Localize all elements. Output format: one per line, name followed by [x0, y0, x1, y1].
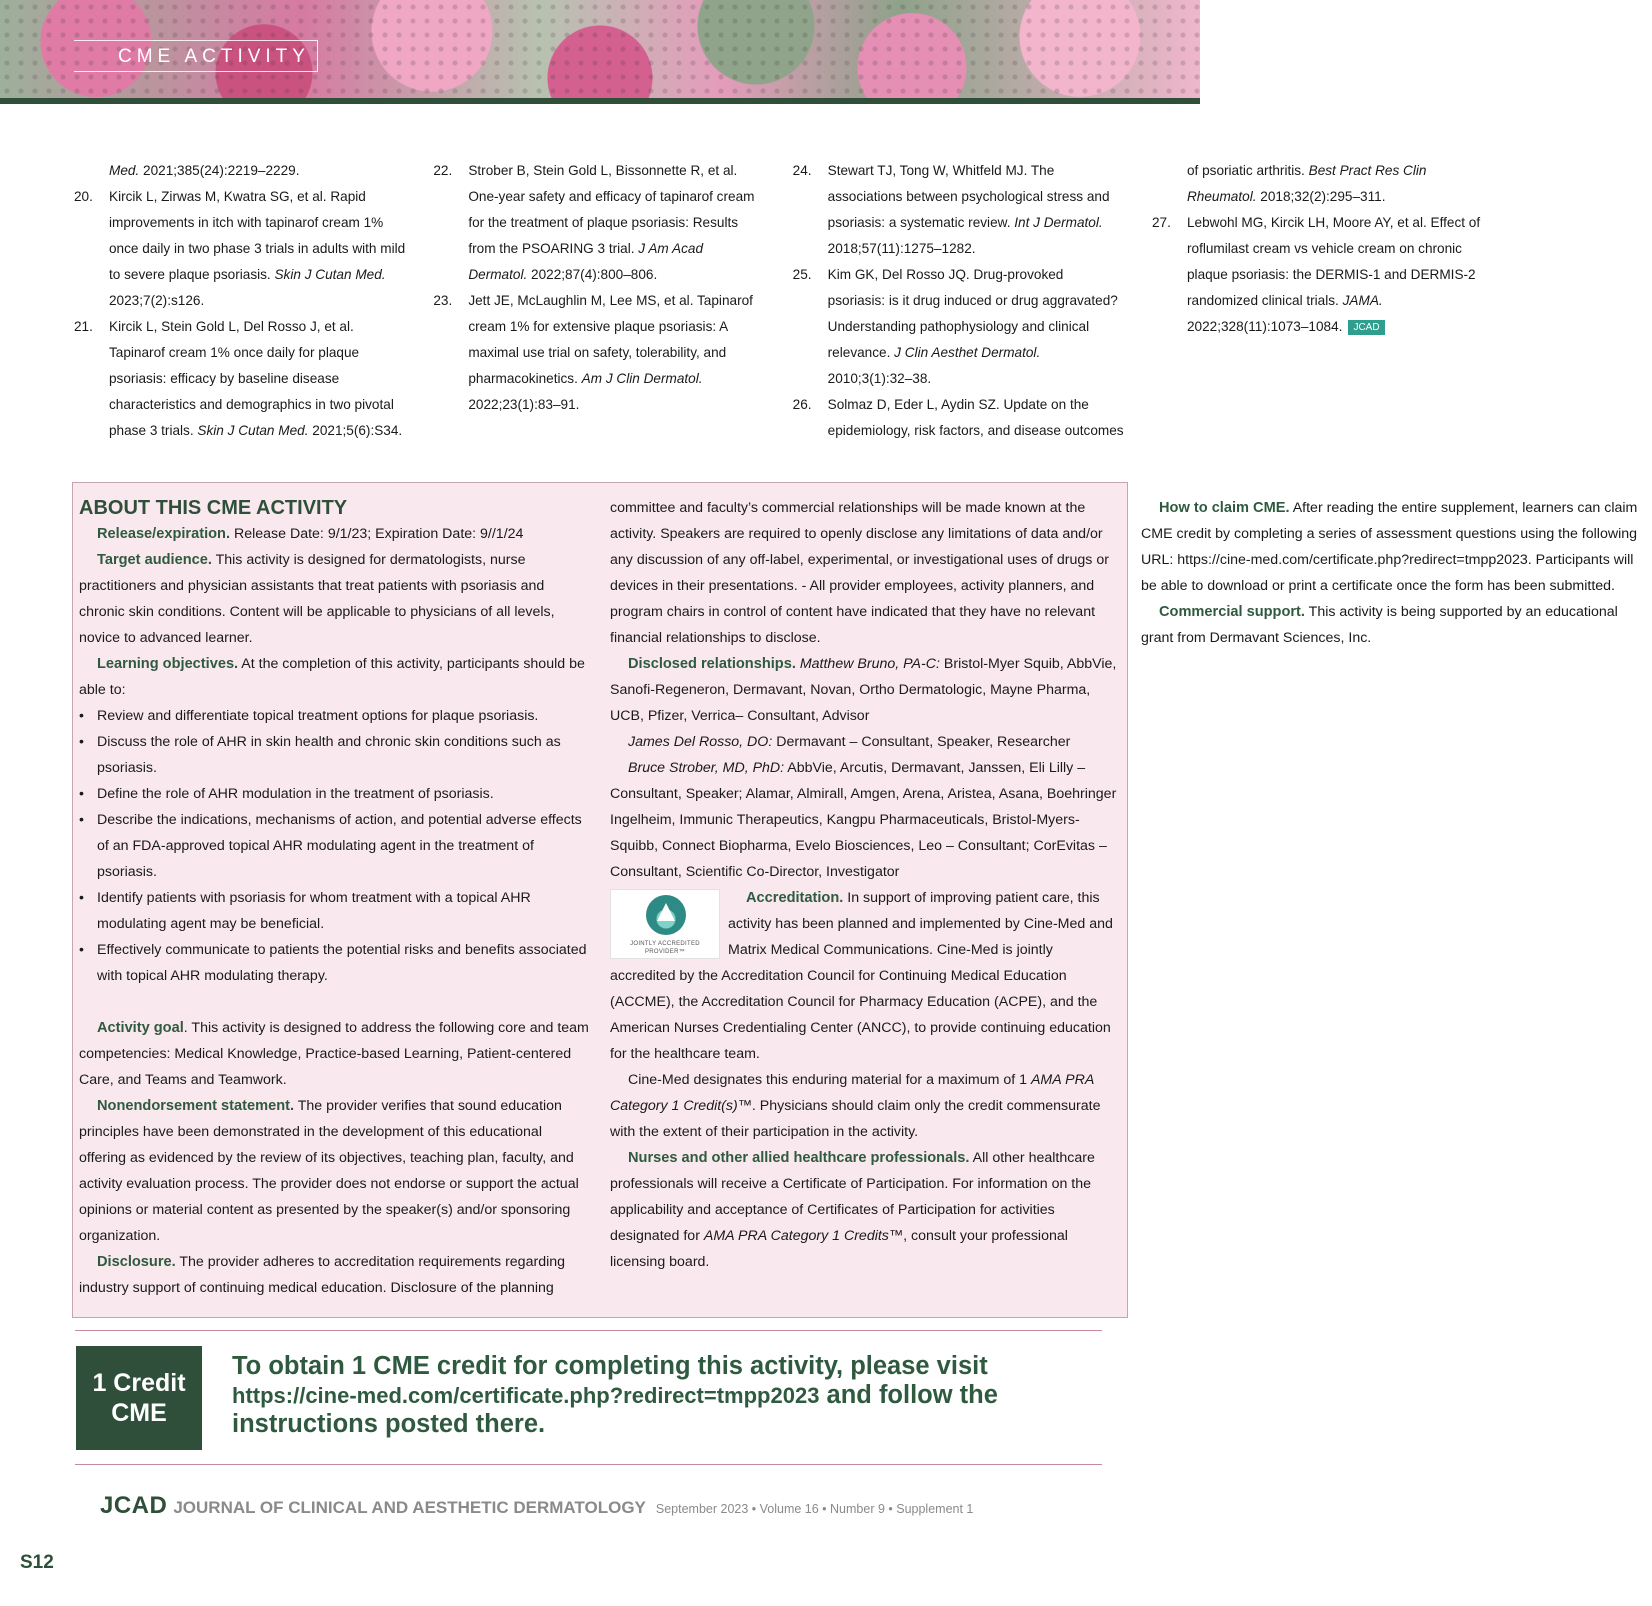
- relationships-paragraph: [610, 651, 1121, 729]
- reference-number: 24.: [792, 163, 812, 178]
- claim-text: After reading the entire supplement, learners can claim CME credit by completing a series of assessment questions using the following URL: https://cine-med.com/certificate.php?redirect=tmpp2023. Participants will be able to download or print a certificate once the form has been submitted.: [1141, 500, 1638, 594]
- reference-journal: Skin J Cutan Med.: [274, 267, 386, 282]
- banner-bottom-bar: [0, 98, 1200, 104]
- audience-text: This activity is designed for dermatologists, nurse practitioners and physician assistants that treat patients with psoriasis and chronic skin conditions. Content will be applicable to physicians of all levels, novice to advanced learner.: [79, 552, 555, 646]
- accreditation-text: In support of improving patient care, this activity has been planned and implemented by Cine-Med and Matrix Medical Communications. Cine-Med is jointly accredited by the Accreditation Council for Continuing Medical Education (ACCME), the Accreditation Council for Pharmacy Education (ACPE), and the American Nurses Credentialing Center (ANCC), to provide continuing education for the healthcare team.: [610, 890, 1113, 1062]
- credit-badge-line2: CME: [111, 1399, 167, 1427]
- reference-journal: Skin J Cutan Med.: [197, 423, 309, 438]
- journal-name: JOURNAL OF CLINICAL AND AESTHETIC DERMATOLOGY: [173, 1498, 646, 1517]
- nonendorsement-lead: Nonendorsement statement.: [97, 1098, 295, 1114]
- reference-number: 27.: [1151, 215, 1171, 230]
- credit-text-outro: and follow the instructions posted there.: [232, 1381, 998, 1438]
- relationship-name: James Del Rosso, DO:: [628, 734, 773, 750]
- objectives-list: [79, 703, 590, 989]
- release-paragraph: [79, 521, 590, 547]
- reference-list: [74, 158, 1481, 454]
- section-label: CME ACTIVITY: [74, 40, 318, 72]
- relationship-text: Bristol-Myer Squib, AbbVie, Sanofi-Regeneron, Dermavant, Novan, Ortho Dermatologic, Mayne Pharma, UCB, Pfizer, Verrica– Consultant, Advisor: [610, 656, 1117, 724]
- reference-text: Solmaz D, Eder L, Aydin SZ. Update on the epidemiology, risk factors, and disease outcomes of psoriatic arthritis.: [827, 163, 1309, 438]
- reference-citation: 2021;5(6):S34.: [308, 423, 403, 438]
- support-lead: Commercial support.: [1159, 604, 1305, 620]
- relationship-paragraph: [610, 729, 1121, 755]
- reference-number: 20.: [74, 189, 93, 204]
- designation-text: Cine-Med designates this enduring material for a maximum of 1: [628, 1072, 1031, 1088]
- reference-item: [433, 158, 764, 288]
- disclosure-lead: Disclosure.: [97, 1254, 176, 1270]
- reference-citation: 2022;87(4):800–806.: [527, 267, 658, 282]
- reference-number: 21.: [74, 319, 93, 334]
- relationships-lead: Disclosed relationships.: [628, 656, 796, 672]
- reference-text: Kircik L, Zirwas M, Kwatra SG, et al. Rapid improvements in itch with tapinarof cream 1% once daily in two phase 3 trials in adults with mild to severe plaque psoriasis.: [109, 189, 406, 282]
- reference-journal: Med.: [109, 163, 140, 178]
- reference-item: [74, 158, 405, 184]
- credit-text-intro: To obtain 1 CME credit for completing this activity, please visit: [232, 1352, 988, 1380]
- relationship-name: Matthew Bruno, PA-C:: [799, 656, 940, 672]
- nonendorsement-text: The provider verifies that sound education principles have been demonstrated in the development of this educational offering as evidenced by the review of its objectives, teaching plan, faculty, and activity evaluation process. The provider does not endorse or support the actual opinions or material content as presented by the speaker(s) and/or sponsoring organization.: [79, 1098, 579, 1244]
- objective-item: • Effectively communicate to patients the potential risks and benefits associated with topical AHR modulating therapy.: [79, 937, 590, 989]
- nurses-paragraph: [610, 1145, 1121, 1275]
- reference-journal: Int J Dermatol.: [1014, 215, 1103, 230]
- page-number: S12: [20, 1552, 54, 1573]
- reference-text: Kim GK, Del Rosso JQ. Drug-provoked psoriasis: is it drug induced or drug aggravated? Understanding pathophysiology and clinical relevance.: [827, 267, 1118, 360]
- logo-caption: JOINTLY ACCREDITED PROVIDER™: [630, 941, 700, 955]
- support-text: This activity is being supported by an educational grant from Dermavant Sciences, Inc.: [1141, 604, 1618, 646]
- divider: [75, 1330, 1102, 1331]
- designation-post: ™. Physicians should claim only the credit commensurate with the extent of their participation in the activity.: [610, 1098, 1101, 1140]
- reference-journal: JAMA.: [1342, 293, 1383, 308]
- divider: [75, 1464, 1102, 1465]
- credit-badge: [76, 1346, 202, 1450]
- reference-number: 25.: [792, 267, 812, 282]
- reference-item: [1152, 210, 1483, 340]
- reference-journal: Best Pract Res Clin Rheumatol.: [1186, 163, 1427, 204]
- reference-number: 22.: [433, 163, 453, 178]
- objectives-paragraph: [79, 651, 590, 703]
- credit-badge-line1: 1 Credit: [92, 1369, 186, 1397]
- reference-text: Jett JE, McLaughlin M, Lee MS, et al. Tapinarof cream 1% for extensive plaque psoriasis: A maximal use trial on safety, tolerability, and pharmacokinetics.: [468, 293, 753, 386]
- reference-citation: 2023;7(2):s126.: [109, 293, 205, 308]
- release-lead: Release/expiration.: [97, 526, 231, 542]
- reference-journal: Am J Clin Dermatol.: [581, 371, 703, 386]
- header-banner: [0, 0, 1200, 104]
- objective-item: • Describe the indications, mechanisms of action, and potential adverse effects of an FDA-approved topical AHR modulating agent in the treatment of psoriasis.: [79, 807, 590, 885]
- reference-citation: 2010;3(1):32–38.: [827, 371, 932, 386]
- relationship-text: Dermavant – Consultant, Speaker, Researcher: [772, 734, 1071, 750]
- journal-logo: JCAD: [100, 1492, 168, 1519]
- designation-italic: AMA PRA Category 1 Credit(s): [610, 1072, 1094, 1114]
- audience-paragraph: [79, 547, 590, 651]
- goal-text: . This activity is designed to address the following core and team competencies: Medical Knowledge, Practice-based Learning, Patient-centered Care, and Teams and Teamwork.: [79, 1020, 589, 1088]
- reference-text: Stewart TJ, Tong W, Whitfeld MJ. The associations between psychological stress and psoriasis: a systematic review.: [827, 163, 1110, 230]
- goal-paragraph: [79, 1015, 590, 1093]
- objectives-text: At the completion of this activity, participants should be able to:: [79, 656, 585, 698]
- relationship-paragraph: [610, 755, 1121, 885]
- objective-item: • Identify patients with psoriasis for whom treatment with a topical AHR modulating agent may be beneficial.: [79, 885, 590, 937]
- reference-citation: 2022;328(11):1073–1084.: [1186, 319, 1343, 334]
- reference-number: 23.: [433, 293, 453, 308]
- claim-lead: How to claim CME.: [1159, 500, 1290, 516]
- credit-instructions: [232, 1352, 1112, 1439]
- nurses-lead: Nurses and other allied healthcare professionals.: [628, 1150, 970, 1166]
- reference-citation: 2021;385(24):2219–2229.: [139, 163, 300, 178]
- journal-footer: [100, 1492, 973, 1522]
- nurses-post: ™, consult your professional licensing board.: [610, 1228, 1068, 1270]
- relationship-text: AbbVie, Arcutis, Dermavant, Janssen, Eli Lilly – Consultant, Speaker; Alamar, Almirall, Amgen, Arena, Aristea, Asana, Boehringer Ingelheim, Immunic Therapeutics, Kangpu Pharmaceuticals, Bristol-Myers-Squibb, Connect Biopharma, Evelo Biosciences, Leo – Consultant; CorEvitas – Consultant, Scientific Co-Director, Investigator: [610, 760, 1117, 880]
- about-heading: ABOUT THIS CME ACTIVITY: [79, 497, 348, 519]
- reference-item: [74, 314, 405, 444]
- spacer: [79, 989, 590, 1015]
- reference-item: [793, 262, 1124, 392]
- reference-text: Strober B, Stein Gold L, Bissonnette R, et al. One-year safety and efficacy of tapinarof cream for the treatment of plaque psoriasis: Results from the PSOARING 3 trial.: [468, 163, 755, 256]
- goal-lead: Activity goal: [97, 1020, 184, 1036]
- objective-item: • Discuss the role of AHR in skin health and chronic skin conditions such as psoriasis.: [79, 729, 590, 781]
- objective-item: • Define the role of AHR modulation in the treatment of psoriasis.: [79, 781, 590, 807]
- reference-item: [433, 288, 764, 418]
- about-columns: [79, 495, 1638, 1311]
- reference-text: Kircik L, Stein Gold L, Del Rosso J, et al. Tapinarof cream 1% once daily for plaque psoriasis: efficacy by baseline disease characteristics and demographics in two pivotal phase 3 trials.: [109, 319, 394, 438]
- nonendorsement-paragraph: [79, 1093, 590, 1249]
- release-text: Release Date: 9/1/23; Expiration Date: 9//1/24: [230, 526, 524, 542]
- accreditation-logo-icon: [646, 895, 686, 935]
- reference-text: Lebwohl MG, Kircik LH, Moore AY, et al. Effect of roflumilast cream vs vehicle cream on chronic plaque psoriasis: the DERMIS-1 and DERMIS-2 randomized clinical trials.: [1186, 215, 1481, 308]
- reference-citation: 2022;23(1):83–91.: [468, 397, 580, 412]
- reference-citation: 2018;57(11):1275–1282.: [827, 241, 976, 256]
- objectives-lead: Learning objectives.: [97, 656, 239, 672]
- end-badge: JCAD: [1348, 320, 1384, 335]
- reference-item: [74, 184, 405, 314]
- support-paragraph: [1141, 599, 1652, 651]
- nurses-text: All other healthcare professionals will receive a Certificate of Participation. For information on the applicability and acceptance of Certificates of Participation for activities designated for: [610, 1150, 1095, 1244]
- issue-info: September 2023 • Volume 16 • Number 9 • Supplement 1: [655, 1502, 974, 1516]
- reference-journal: J Am Acad Dermatol.: [468, 241, 704, 282]
- credit-url-link[interactable]: https://cine-med.com/certificate.php?redirect=tmpp2023: [232, 1383, 820, 1408]
- reference-journal: J Clin Aesthet Dermatol.: [894, 345, 1041, 360]
- disclosure-text: The provider adheres to accreditation requirements regarding industry support of continuing medical education. Disclosure of the planning committee and faculty’s commercial relationships will be made known at the activity. Speakers are required to openly disclose any limitations of data and/or any discussion of any off-label, experimental, or investigational uses of drugs or devices in their presentations. - All provider employees, activity planners, and program chairs in control of content have indicated that they have no relevant financial relationships to disclose.: [79, 500, 1109, 1296]
- claim-paragraph: [1141, 495, 1652, 599]
- reference-item: [793, 158, 1124, 262]
- accreditation-block: [610, 885, 1121, 1067]
- nurses-italic: AMA PRA Category 1 Credits: [703, 1228, 889, 1244]
- accreditation-lead: Accreditation.: [746, 890, 844, 906]
- about-cme-box: [72, 482, 1638, 1318]
- objective-item: • Review and differentiate topical treatment options for plaque psoriasis.: [79, 703, 590, 729]
- designation-paragraph: [610, 1067, 1121, 1145]
- reference-citation: 2018;32(2):295–311.: [1256, 189, 1386, 204]
- relationship-name: Bruce Strober, MD, PhD:: [628, 760, 785, 776]
- reference-number: 26.: [792, 397, 812, 412]
- jointly-accredited-logo: [610, 889, 720, 959]
- audience-lead: Target audience.: [97, 552, 212, 568]
